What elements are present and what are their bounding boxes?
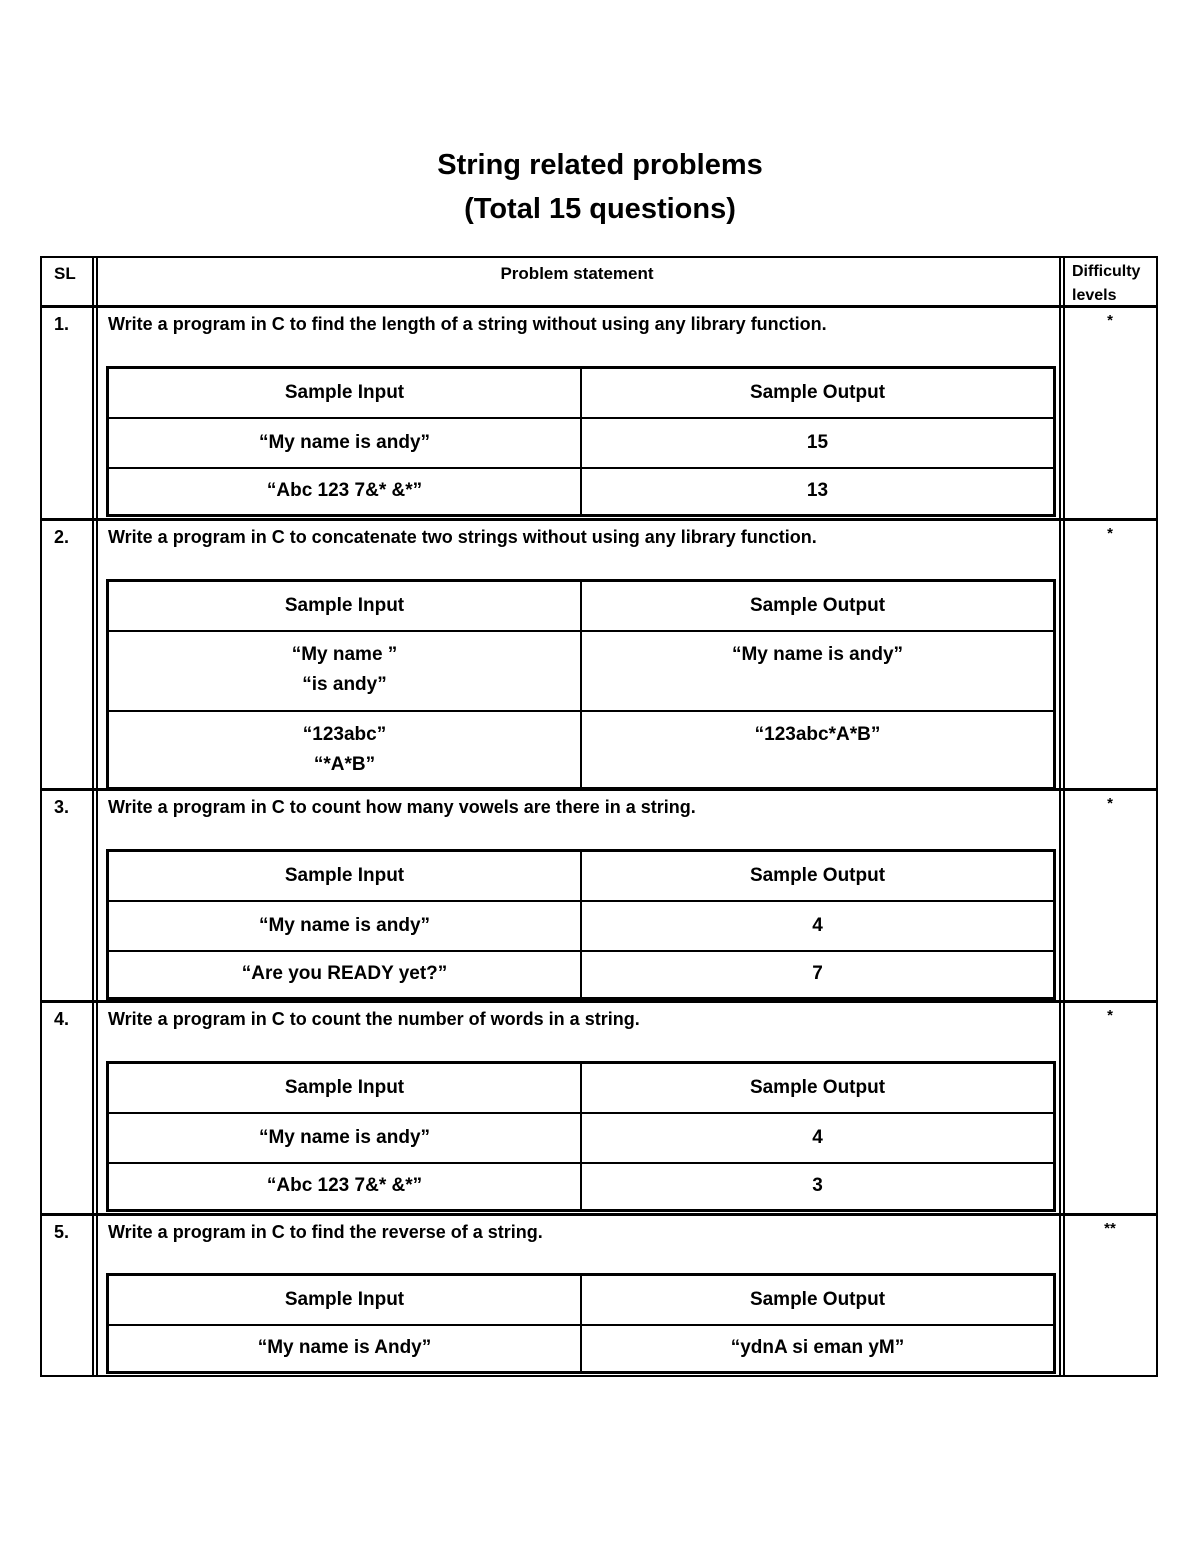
title-line-2: (Total 15 questions) [464,193,736,225]
sample-output: 4 [581,1113,1055,1163]
problem-number: 2. [54,527,70,547]
problem-row-4 [42,1003,1156,1213]
sample-input-header: Sample Input [108,851,582,901]
sample-input-header: Sample Input [108,368,582,418]
sample-input: “My name is Andy” [108,1325,582,1373]
sample-output: “123abc*A*B” [581,711,1055,789]
problem-statement: Write a program in C to find the reverse of a string. [108,1222,543,1242]
sample-input: “My name ” “is andy” [108,631,582,711]
difficulty-level: * [1107,1007,1113,1024]
difficulty-level: * [1107,525,1113,542]
title-line-1: String related problems [437,149,763,181]
sample-output: “ydnA si eman yM” [581,1325,1055,1373]
sample-table [106,849,1056,1000]
problem-row-2 [42,521,1156,788]
sample-output: 7 [581,951,1055,999]
problem-statement: Write a program in C to find the length of a string without using any library function. [108,314,827,334]
header-problem-statement: Problem statement [500,264,654,283]
sample-output: 13 [581,468,1055,516]
difficulty-level: * [1107,312,1113,329]
header-difficulty: Difficulty levels [1072,263,1141,304]
sample-output-header: Sample Output [581,851,1055,901]
sample-output-header: Sample Output [581,1063,1055,1113]
problem-row-1 [42,308,1156,518]
sample-input: “My name is andy” [108,901,582,951]
problem-number: 5. [54,1222,70,1242]
problem-statement: Write a program in C to count how many vowels are there in a string. [108,797,696,817]
problem-statement: Write a program in C to concatenate two strings without using any library function. [108,527,817,547]
sample-input: “Abc 123 7&* &*” [108,468,582,516]
sample-table [106,1273,1056,1374]
difficulty-level: ** [1104,1220,1116,1237]
sample-output: 3 [581,1163,1055,1211]
problem-number: 3. [54,797,70,817]
sample-input: “Abc 123 7&* &*” [108,1163,582,1211]
page-title [0,143,1200,231]
sample-input: “My name is andy” [108,418,582,468]
sample-input-header: Sample Input [108,1275,582,1325]
sample-table [106,366,1056,517]
problem-row-5 [42,1216,1156,1375]
sample-output: 15 [581,418,1055,468]
problems-table [40,256,1158,1377]
sample-table [106,579,1056,790]
sample-table [106,1061,1056,1212]
problem-number: 1. [54,314,70,334]
problem-number: 4. [54,1009,70,1029]
sample-input-header: Sample Input [108,1063,582,1113]
sample-output: “My name is andy” [581,631,1055,711]
sample-output: 4 [581,901,1055,951]
sample-output-header: Sample Output [581,581,1055,631]
sample-output-header: Sample Output [581,1275,1055,1325]
sample-input: “Are you READY yet?” [108,951,582,999]
problem-row-3 [42,791,1156,1000]
sample-input-header: Sample Input [108,581,582,631]
problem-statement: Write a program in C to count the number of words in a string. [108,1009,640,1029]
sample-input: “123abc” “*A*B” [108,711,582,789]
sample-input: “My name is andy” [108,1113,582,1163]
difficulty-level: * [1107,795,1113,812]
sample-output-header: Sample Output [581,368,1055,418]
header-sl: SL [54,264,76,283]
